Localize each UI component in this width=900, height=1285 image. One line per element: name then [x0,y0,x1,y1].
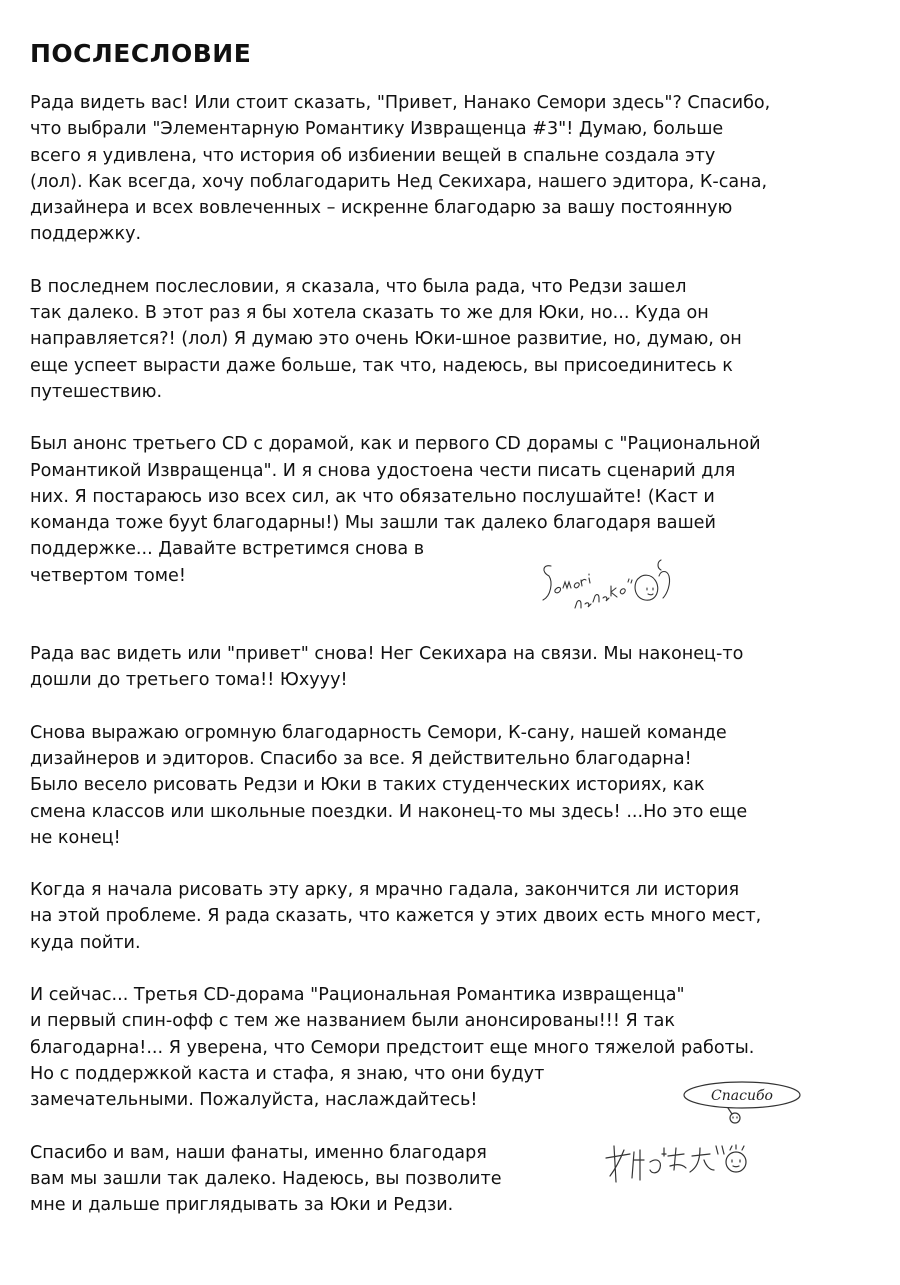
text-line: что выбрали "Элементарную Романтику Извращенца #3"! Думаю, больше [30,119,724,140]
text-line: путешествию. [30,381,163,402]
thanks-bubble [680,1078,810,1128]
text-line: В последнем послесловии, я сказала, что была рада, что Редзи зашел [30,276,687,297]
text-line: Был анонс третьего CD с дорамой, как и первого CD дорамы с "Рациональной [30,434,761,455]
text-line: замечательными. Пожалуйста, наслаждайтесь! [30,1090,478,1111]
text-line: Рада вас видеть или "привет" снова! Нег Секихара на связи. Мы наконец-то [30,644,744,665]
paragraph-3 [30,431,880,589]
text-line: куда пойти. [30,932,141,953]
text-line: вам мы зашли так далеко. Надеюсь, вы позволите [30,1168,502,1189]
sekihara-signature [600,1138,760,1188]
text-line: смена классов или школьные поездки. И наконец-то мы здесь! ...Но это еще [30,801,748,822]
paragraph-5 [30,720,880,851]
paragraph-1 [30,90,880,248]
svg-text:Спасибо: Спасибо [711,1088,773,1104]
paragraph-2 [30,274,880,405]
text-line: них. Я постараюсь изо всех сил, ак что обязательно послушайте! (Каст и [30,486,715,507]
text-line: Спасибо и вам, наши фанаты, именно благодаря [30,1142,487,1163]
text-line: поддержку. [30,224,142,245]
text-line: поддержке... Давайте встретимся снова в [30,539,425,560]
text-line: Но с поддержкой каста и стафа, я знаю, что они будут [30,1063,545,1084]
text-line: на этой проблеме. Я рада сказать, что кажется у этих двоих есть много мест, [30,906,762,927]
text-line: Когда я начала рисовать эту арку, я мрачно гадала, закончится ли история [30,880,740,901]
text-line: так далеко. В этот раз я бы хотела сказать то же для Юки, но... Куда он [30,303,709,324]
page-title: ПОСЛЕСЛОВИЕ [30,39,252,68]
paragraph-6 [30,877,880,956]
text-line: (лол). Как всегда, хочу поблагодарить Нед Секихара, нашего эдитора, К-сана, [30,171,768,192]
text-line: благодарна!... Я уверена, что Семори предстоит еще много тяжелой работы. [30,1037,755,1058]
semori-signature [535,538,710,618]
text-line: мне и дальше приглядывать за Юки и Редзи. [30,1195,454,1216]
text-line: еще успеет вырасти даже больше, так что, надеюсь, вы присоединитесь к [30,355,733,376]
text-line: и первый спин-офф с тем же названием были анонсированы!!! Я так [30,1011,675,1032]
text-line: дизайнеров и эдиторов. Спасибо за все. Я действительно благодарна! [30,748,692,769]
text-line: Рада видеть вас! Или стоит сказать, "Привет, Нанако Семори здесь"? Спасибо, [30,93,771,113]
text-line: И сейчас... Третья CD-дорама "Рациональная Романтика извращенца" [30,985,685,1006]
text-line: всего я удивлена, что история об избиении вещей в спальне создала эту [30,145,716,166]
text-line: четвертом томе! [30,565,186,586]
text-line: дошли до третьего тома!! Юхууу! [30,670,348,691]
text-line: Романтикой Извращенца". И я снова удостоена чести писать сценарий для [30,460,736,481]
paragraph-4 [30,641,880,694]
text-line: дизайнера и всех вовлеченных – искренне благодарю за вашу постоянную [30,198,733,219]
text-line: направляется?! (лол) Я думаю это очень Юки-шное развитие, но, думаю, он [30,329,742,350]
text-line: Снова выражаю огромную благодарность Семори, К-сану, нашей команде [30,722,727,743]
afterword-page [30,38,880,1218]
text-line: Было весело рисовать Редзи и Юки в таких студенческих историях, как [30,775,705,796]
text-line: команда тоже бууt благодарны!) Мы зашли так далеко благодаря вашей [30,513,716,534]
text-line: не конец! [30,827,121,848]
